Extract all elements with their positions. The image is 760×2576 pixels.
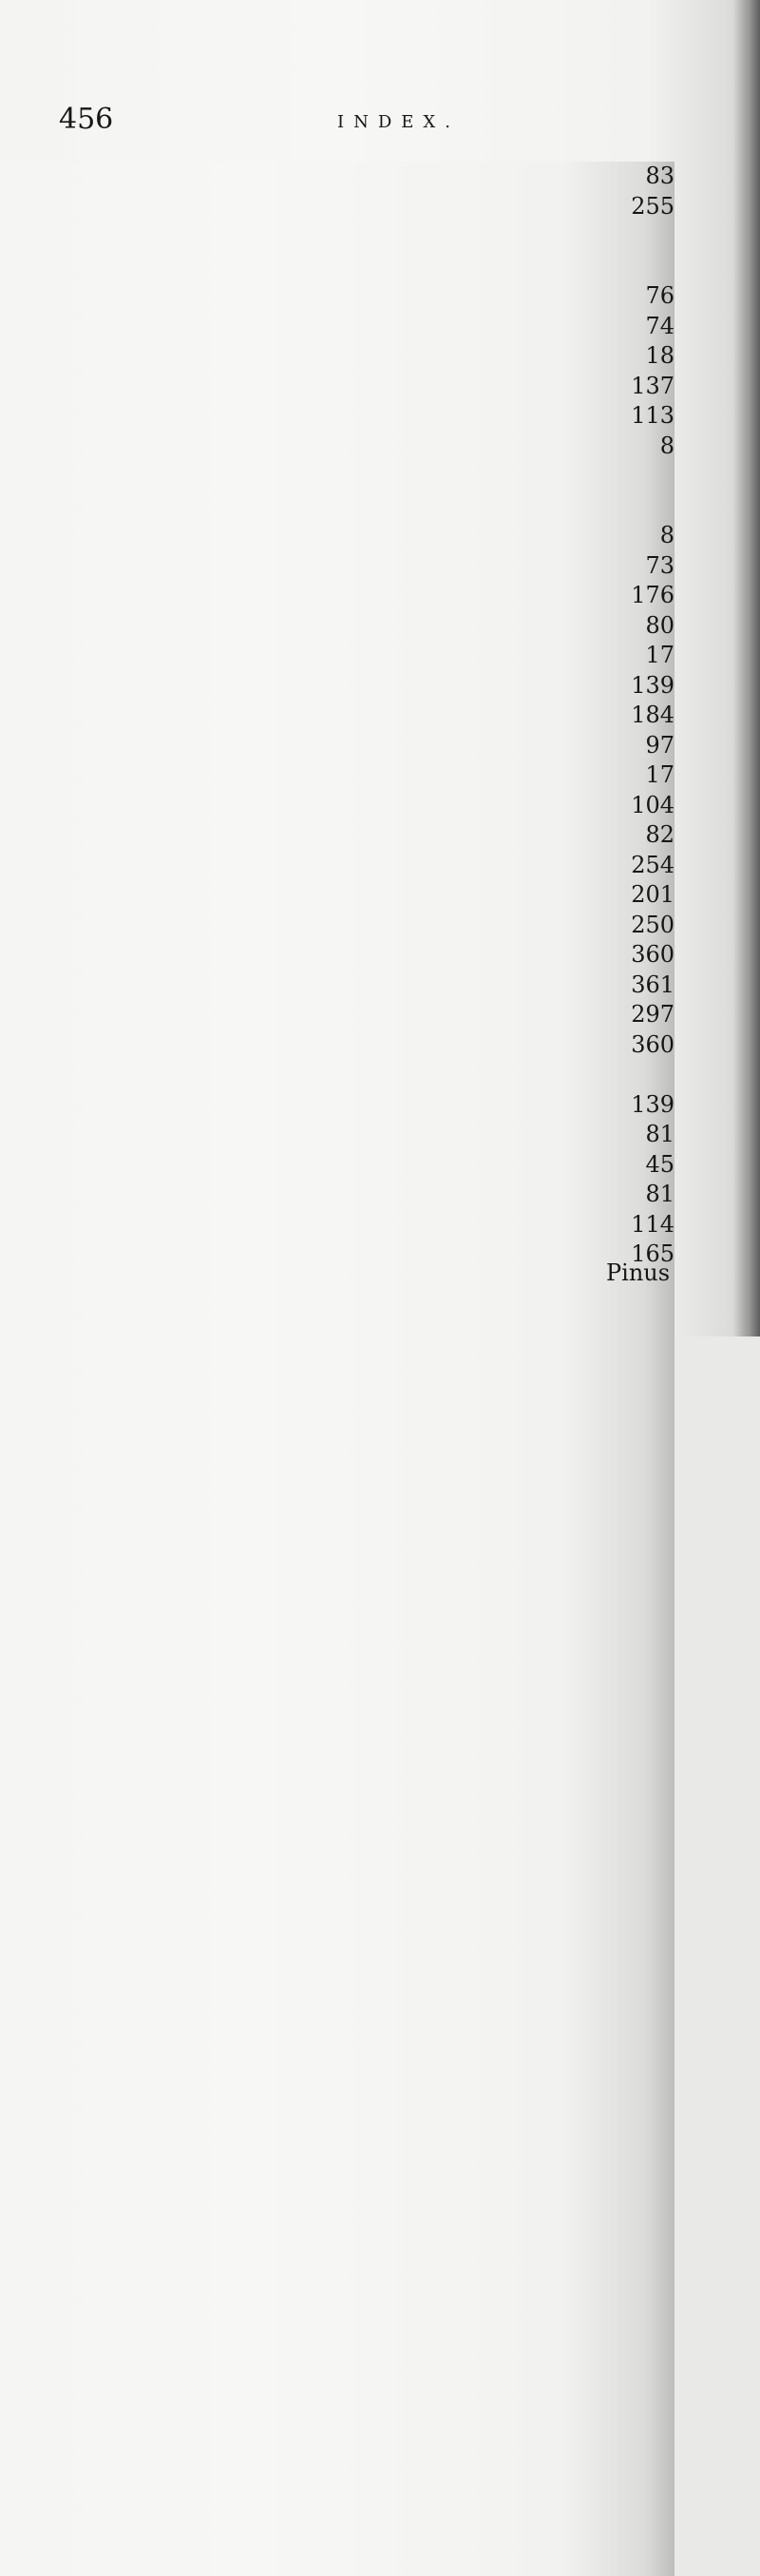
- index-entry: [384, 312, 678, 342]
- entry-page-ref: 114: [0, 1210, 674, 2547]
- entry-page-ref: 76: [0, 281, 674, 1618]
- entry-page-ref: 73: [0, 551, 674, 1888]
- index-entry: [384, 1180, 678, 1210]
- index-entry: [384, 581, 678, 611]
- index-column-right: [384, 162, 678, 1270]
- entry-page-ref: 201: [0, 880, 674, 2217]
- index-entry: [384, 1000, 678, 1030]
- index-entry: [384, 820, 678, 851]
- index-entry: [384, 731, 678, 761]
- entry-page-ref: 137: [0, 372, 674, 1708]
- entry-page-ref: 184: [0, 701, 674, 2037]
- entry-page-ref: 83: [0, 162, 674, 1498]
- index-entry: [384, 760, 678, 791]
- entry-page-ref: 82: [0, 820, 674, 2157]
- index-entry: [384, 1090, 678, 1121]
- entry-page-ref: 81: [0, 1120, 674, 2456]
- index-entry: [384, 1150, 678, 1181]
- index-entry: [384, 641, 678, 671]
- index-entry: [384, 1120, 678, 1150]
- index-entry: [384, 162, 678, 192]
- entry-page-ref: 17: [0, 760, 674, 2097]
- entry-page-ref: 165: [0, 1240, 674, 2576]
- page-number: 456: [59, 103, 114, 136]
- index-entry: [384, 1030, 678, 1061]
- entry-page-ref: 360: [0, 940, 674, 2277]
- index-entry: [384, 911, 678, 941]
- index-entry: [384, 192, 678, 222]
- index-entry: [384, 432, 678, 462]
- index-entry: [384, 791, 678, 821]
- index-entry: [384, 611, 678, 642]
- index-entry: [384, 1060, 678, 1090]
- index-entry: [384, 281, 678, 312]
- index-entry: [384, 851, 678, 881]
- index-entry: [384, 880, 678, 911]
- catchword: Pinus: [606, 1259, 671, 1286]
- entry-page-ref: 360: [0, 1030, 674, 2367]
- entry-page-ref: 297: [0, 1000, 674, 2336]
- index-entry: [384, 701, 678, 731]
- entry-page-ref: 176: [0, 581, 674, 1917]
- entry-page-ref: 74: [0, 312, 674, 1648]
- entry-page-ref: 113: [0, 401, 674, 1738]
- index-entry: [384, 971, 678, 1001]
- entry-page-ref: 18: [0, 341, 674, 1678]
- entry-page-ref: 80: [0, 611, 674, 1948]
- entry-page-ref: 97: [0, 731, 674, 2067]
- entry-page-ref: 17: [0, 641, 674, 1977]
- index-entry: [384, 341, 678, 372]
- entry-page-ref: 254: [0, 851, 674, 2187]
- index-entry: [384, 551, 678, 582]
- entry-page-ref: 8: [0, 521, 674, 1857]
- index-entry: [384, 671, 678, 702]
- index-entry: [384, 372, 678, 402]
- entry-page-ref: 139: [0, 1090, 674, 2427]
- index-entry: [384, 940, 678, 971]
- page-header: [57, 103, 684, 141]
- index-entry: [384, 401, 678, 432]
- entry-page-ref: 8: [0, 432, 674, 1768]
- index-entry: [384, 521, 678, 551]
- entry-page-ref: 250: [0, 911, 674, 2247]
- entry-page-ref: 139: [0, 671, 674, 2008]
- running-head: INDEX.: [337, 112, 460, 132]
- entry-page-ref: 45: [0, 1150, 674, 2487]
- entry-page-ref: 255: [0, 192, 674, 1528]
- entry-page-ref: 81: [0, 1180, 674, 2516]
- page-gutter-shadow: [733, 0, 760, 1336]
- entry-page-ref: 361: [0, 971, 674, 2307]
- entry-page-ref: 104: [0, 791, 674, 2127]
- index-entry: [384, 1210, 678, 1240]
